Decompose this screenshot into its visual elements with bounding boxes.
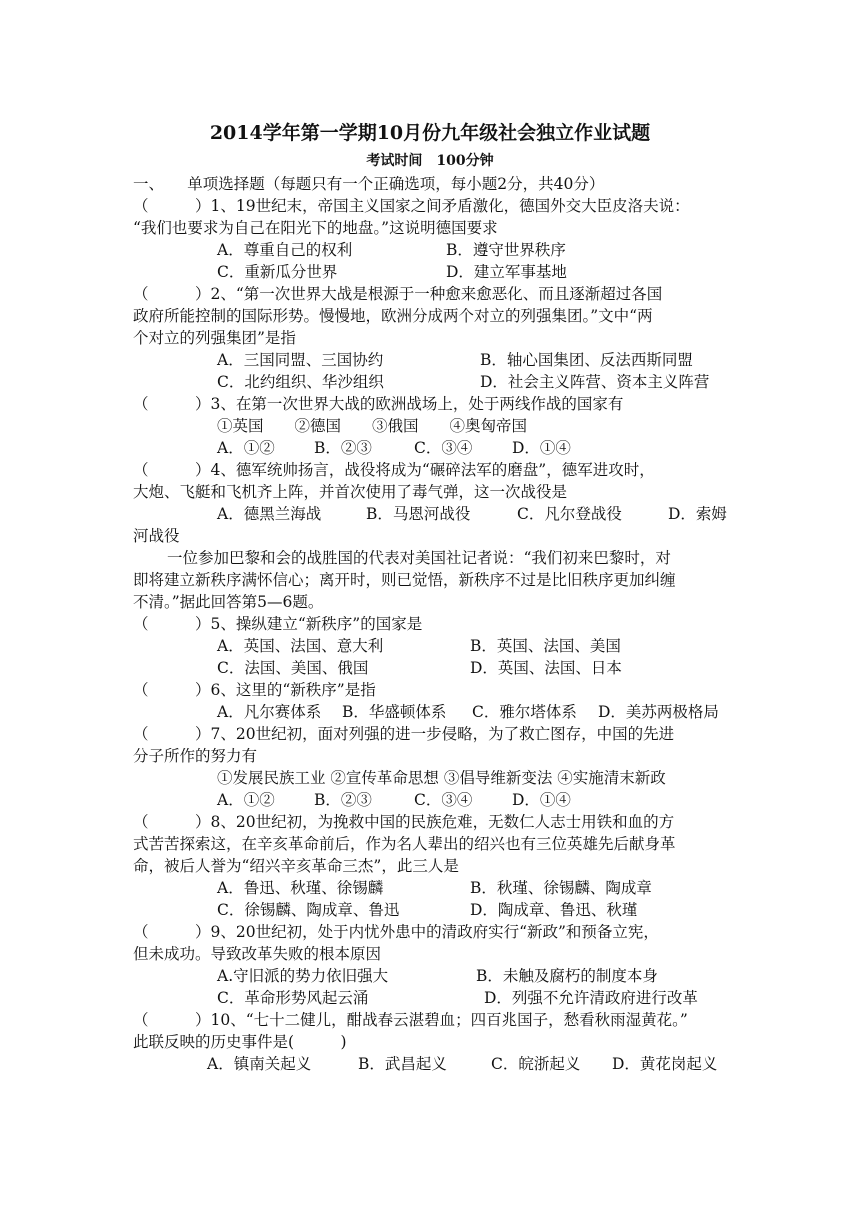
passage-line-2: 即将建立新秩序满怀信心；离开时，则已觉悟，新秩序不过是比旧秩序更加纠缠 [133, 571, 676, 589]
q6-option-c: C．雅尔塔体系 [472, 703, 577, 721]
question-4-stem: （ ）4、德军统帅扬言，战役将成为“碾碎法军的磨盘”，德军进攻时， [133, 461, 655, 479]
q8-option-d: D．陶成章、鲁迅、秋瑾 [470, 901, 638, 919]
q5-option-b: B．英国、法国、美国 [470, 637, 621, 655]
q9-option-a: A.守旧派的势力依旧强大 [217, 967, 389, 985]
question-1-stem: （ ）1、19世纪末，帝国主义国家之间矛盾激化，德国外交大臣皮洛夫说： [133, 197, 690, 215]
exam-title: 2014学年第一学期10月份九年级社会独立作业试题 [209, 122, 651, 144]
q2-option-b: B．轴心国集团、反法西斯同盟 [480, 351, 693, 369]
q7-option-a: A．①② [217, 791, 275, 809]
q3-option-a: A．①② [217, 439, 275, 457]
exam-duration: 考试时间 100分钟 [366, 153, 494, 169]
q9-option-c: C．革命形势风起云涌 [217, 989, 369, 1007]
q5-option-c: C．法国、美国、俄国 [217, 659, 369, 677]
question-8-stem: （ ）8、20世纪初，为挽救中国的民族危难，无数仁人志士用铁和血的方 [133, 813, 675, 831]
q2-option-c: C．北约组织、华沙组织 [217, 373, 384, 391]
q7-option-d: D．①④ [512, 791, 571, 809]
q5-option-d: D．英国、法国、日本 [470, 659, 622, 677]
q7-option-b: B．②③ [314, 791, 372, 809]
question-6-stem: （ ）6、这里的“新秩序”是指 [133, 681, 376, 699]
q1-option-c: C．重新瓜分世界 [217, 263, 338, 281]
q10-option-d: D．黄花岗起义 [612, 1055, 718, 1073]
q6-option-a: A．凡尔赛体系 [217, 703, 322, 721]
question-10-stem-cont: 此联反映的历史事件是( ) [133, 1033, 347, 1051]
question-9-stem: （ ）9、20世纪初，处于内忧外患中的清政府实行“新政”和预备立宪， [133, 923, 659, 941]
question-2-stem-cont2: 个对立的列强集团”是指 [133, 329, 296, 347]
q10-option-c: C．皖浙起义 [491, 1055, 581, 1073]
q6-option-d: D．美苏两极格局 [598, 703, 719, 721]
q4-option-d: D．索姆 [668, 505, 727, 523]
question-2-stem-cont: 政府所能控制的国际形势。慢慢地，欧洲分成两个对立的列强集团。”文中“两 [133, 307, 653, 325]
q2-option-d: D．社会主义阵营、资本主义阵营 [480, 373, 710, 391]
q5-option-a: A．英国、法国、意大利 [217, 637, 384, 655]
q10-option-a: A．镇南关起义 [207, 1055, 312, 1073]
q4-option-a: A．德黑兰海战 [217, 505, 322, 523]
passage-line-1: 一位参加巴黎和会的战胜国的代表对美国社记者说：“我们初来巴黎时，对 [167, 549, 671, 567]
question-8-stem-cont: 式苦苦探索这，在辛亥革命前后，作为名人辈出的绍兴也有三位英雄先后献身革 [133, 835, 676, 853]
q4-option-d-cont: 河战役 [133, 527, 180, 545]
question-10-stem: （ ）10、“七十二健儿，酣战春云湛碧血；四百兆国子，愁看秋雨湿黄花。” [133, 1011, 688, 1029]
q3-option-d: D．①④ [512, 439, 571, 457]
q8-option-b: B．秋瑾、徐锡麟、陶成章 [470, 879, 652, 897]
q1-option-d: D．建立军事基地 [446, 263, 567, 281]
question-1-stem-cont: “我们也要求为自己在阳光下的地盘。”这说明德国要求 [133, 219, 498, 237]
question-5-stem: （ ）5、操纵建立“新秩序”的国家是 [133, 615, 423, 633]
q8-option-c: C．徐锡麟、陶成章、鲁迅 [217, 901, 400, 919]
question-9-stem-cont: 但未成功。导致改革失败的根本原因 [133, 945, 382, 963]
q2-option-a: A．三国同盟、三国协约 [217, 351, 384, 369]
q10-option-b: B．武昌起义 [358, 1055, 447, 1073]
q3-option-c: C．③④ [414, 439, 473, 457]
q4-option-b: B．马恩河战役 [366, 505, 471, 523]
q1-option-b: B．遵守世界秩序 [446, 241, 566, 259]
passage-line-3: 不清。”据此回答第5—6题。 [133, 593, 324, 611]
question-2-stem: （ ）2、“第一次世界大战是根源于一种愈来愈恶化、而且逐渐超过各国 [133, 285, 663, 303]
question-7-stem-cont: 分子所作的努力有 [133, 747, 258, 765]
q1-option-a: A．尊重自己的权利 [217, 241, 353, 259]
question-3-items: ①英国 ②德国 ③俄国 ④奥匈帝国 [217, 417, 528, 435]
q9-option-b: B．未触及腐朽的制度本身 [476, 967, 658, 985]
question-7-stem: （ ）7、20世纪初，面对列强的进一步侵略，为了救亡图存，中国的先进 [133, 725, 675, 743]
question-8-stem-cont2: 命，被后人誉为“绍兴辛亥革命三杰”，此三人是 [133, 857, 459, 875]
q9-option-d: D．列强不允许清政府进行改革 [484, 989, 698, 1007]
q8-option-a: A．鲁迅、秋瑾、徐锡麟 [217, 879, 384, 897]
q7-option-c: C．③④ [414, 791, 473, 809]
question-4-stem-cont: 大炮、飞艇和飞机齐上阵，并首次使用了毒气弹，这一次战役是 [133, 483, 568, 501]
q6-option-b: B．华盛顿体系 [342, 703, 447, 721]
q3-option-b: B．②③ [314, 439, 372, 457]
q4-option-c: C．凡尔登战役 [517, 505, 622, 523]
question-7-items: ①发展民族工业 ②宣传革命思想 ③倡导维新变法 ④实施清末新政 [217, 769, 666, 787]
question-3-stem: （ ）3、在第一次世界大战的欧洲战场上，处于两线作战的国家有 [133, 395, 624, 413]
section-heading: 一、 单项选择题（每题只有一个正确选项，每小题2分，共40分） [133, 175, 605, 193]
